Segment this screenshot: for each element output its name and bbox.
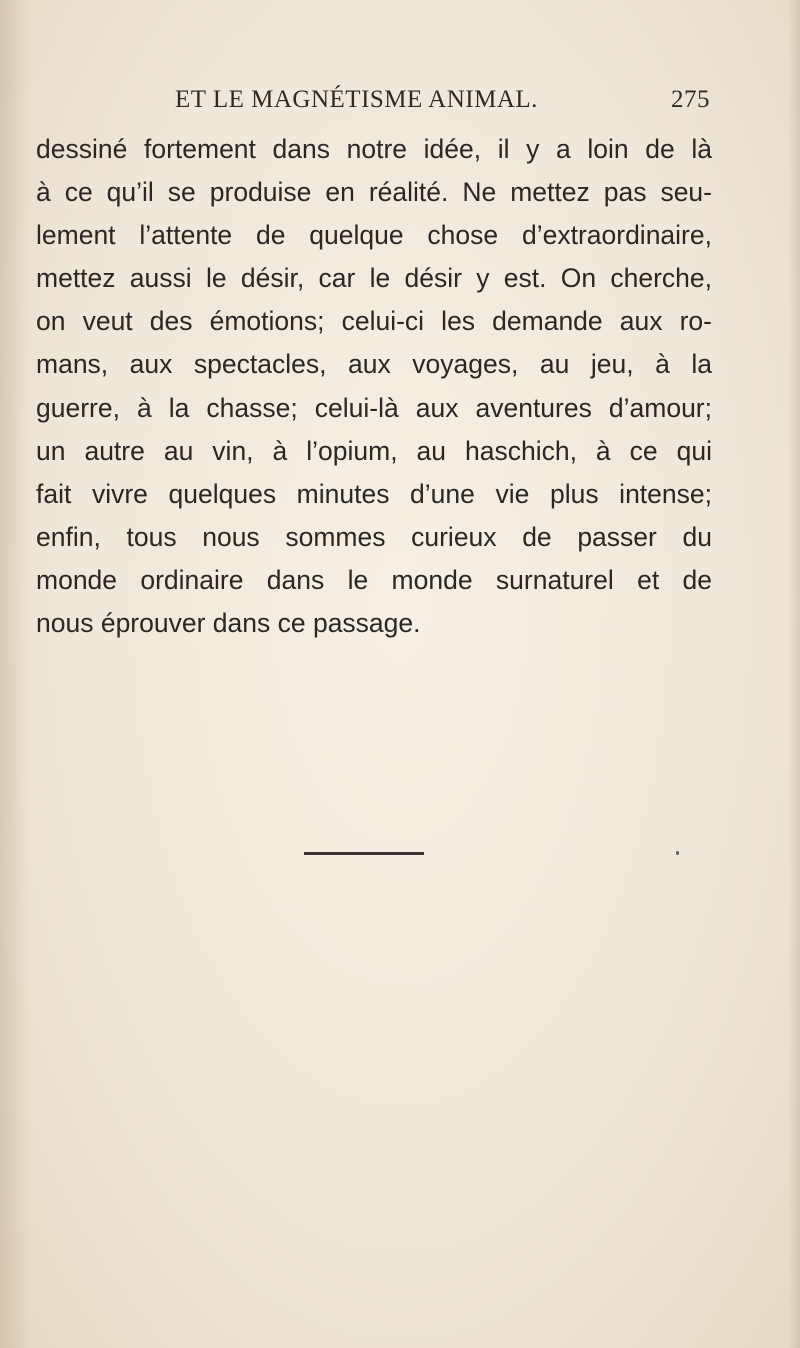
body-paragraph: [36, 128, 712, 645]
page-edge-shadow-left: [0, 0, 30, 1348]
text-line: mans, aux spectacles, aux voyages, au jeu, à la: [36, 349, 712, 380]
text-line: lement l’attente de quelque chose d’extraordinaire,: [36, 220, 712, 251]
text-line: à ce qu’il se produise en réalité. Ne mettez pas seu-: [36, 177, 712, 208]
page-number: 275: [671, 86, 710, 113]
text-line: guerre, à la chasse; celui-là aux aventures d’amour;: [36, 392, 712, 423]
running-title: ET LE MAGNÉTISME ANIMAL.: [175, 86, 538, 113]
section-end-rule: [304, 852, 424, 855]
page-edge-shadow-right: [788, 0, 800, 1348]
text-line: un autre au vin, à l’opium, au haschich, à ce qui: [36, 435, 712, 466]
text-line: fait vivre quelques minutes d’une vie plus intense;: [36, 478, 712, 509]
ink-speck: [676, 851, 679, 855]
running-head: [40, 86, 710, 116]
text-line-last: nous éprouver dans ce passage.: [36, 608, 421, 639]
text-line: dessiné fortement dans notre idée, il y a loin de là: [36, 134, 712, 164]
text-line: enfin, tous nous sommes curieux de passer du: [36, 521, 712, 552]
text-line: mettez aussi le désir, car le désir y est. On cherche,: [36, 263, 712, 294]
text-line: monde ordinaire dans le monde surnaturel et de: [36, 564, 712, 595]
text-line: on veut des émotions; celui-ci les demande aux ro-: [36, 306, 712, 337]
